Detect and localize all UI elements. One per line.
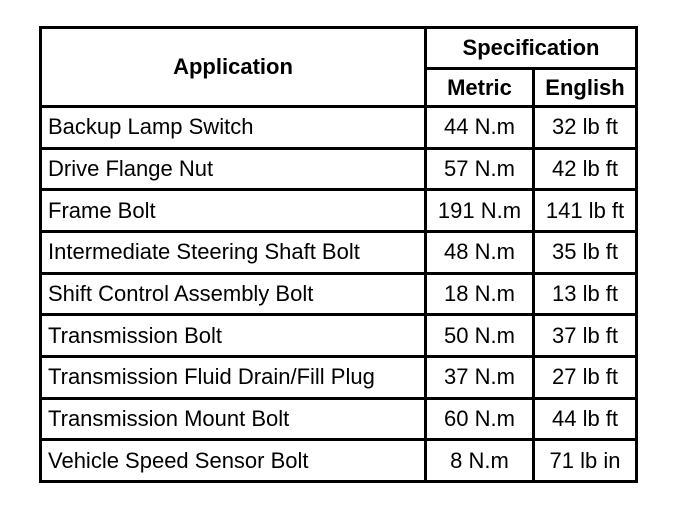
fastener-specification-table bbox=[39, 26, 638, 483]
table-row bbox=[41, 398, 637, 440]
application-cell: Frame Bolt bbox=[41, 190, 426, 232]
metric-cell: 44 N.m bbox=[426, 107, 534, 149]
english-cell: 141 lb ft bbox=[534, 190, 637, 232]
table-row bbox=[41, 315, 637, 357]
application-cell: Transmission Mount Bolt bbox=[41, 398, 426, 440]
english-cell: 42 lb ft bbox=[534, 148, 637, 190]
table-row bbox=[41, 231, 637, 273]
english-cell: 27 lb ft bbox=[534, 356, 637, 398]
table-row bbox=[41, 273, 637, 315]
metric-cell: 60 N.m bbox=[426, 398, 534, 440]
english-cell: 32 lb ft bbox=[534, 107, 637, 149]
english-cell: 44 lb ft bbox=[534, 398, 637, 440]
table-row bbox=[41, 190, 637, 232]
english-cell: 35 lb ft bbox=[534, 231, 637, 273]
english-cell: 13 lb ft bbox=[534, 273, 637, 315]
application-header: Application bbox=[41, 28, 426, 107]
table-row bbox=[41, 356, 637, 398]
metric-cell: 18 N.m bbox=[426, 273, 534, 315]
metric-header: Metric bbox=[426, 69, 534, 107]
application-cell: Vehicle Speed Sensor Bolt bbox=[41, 440, 426, 482]
application-cell: Backup Lamp Switch bbox=[41, 107, 426, 149]
english-cell: 37 lb ft bbox=[534, 315, 637, 357]
application-cell: Intermediate Steering Shaft Bolt bbox=[41, 231, 426, 273]
table-row bbox=[41, 107, 637, 149]
application-cell: Transmission Bolt bbox=[41, 315, 426, 357]
application-cell: Shift Control Assembly Bolt bbox=[41, 273, 426, 315]
english-cell: 71 lb in bbox=[534, 440, 637, 482]
metric-cell: 37 N.m bbox=[426, 356, 534, 398]
english-header: English bbox=[534, 69, 637, 107]
application-cell: Transmission Fluid Drain/Fill Plug bbox=[41, 356, 426, 398]
application-cell: Drive Flange Nut bbox=[41, 148, 426, 190]
metric-cell: 48 N.m bbox=[426, 231, 534, 273]
metric-cell: 191 N.m bbox=[426, 190, 534, 232]
table-row bbox=[41, 440, 637, 482]
metric-cell: 57 N.m bbox=[426, 148, 534, 190]
table-row bbox=[41, 148, 637, 190]
specification-header: Specification bbox=[426, 28, 637, 69]
metric-cell: 8 N.m bbox=[426, 440, 534, 482]
header-row-top bbox=[41, 28, 637, 69]
metric-cell: 50 N.m bbox=[426, 315, 534, 357]
